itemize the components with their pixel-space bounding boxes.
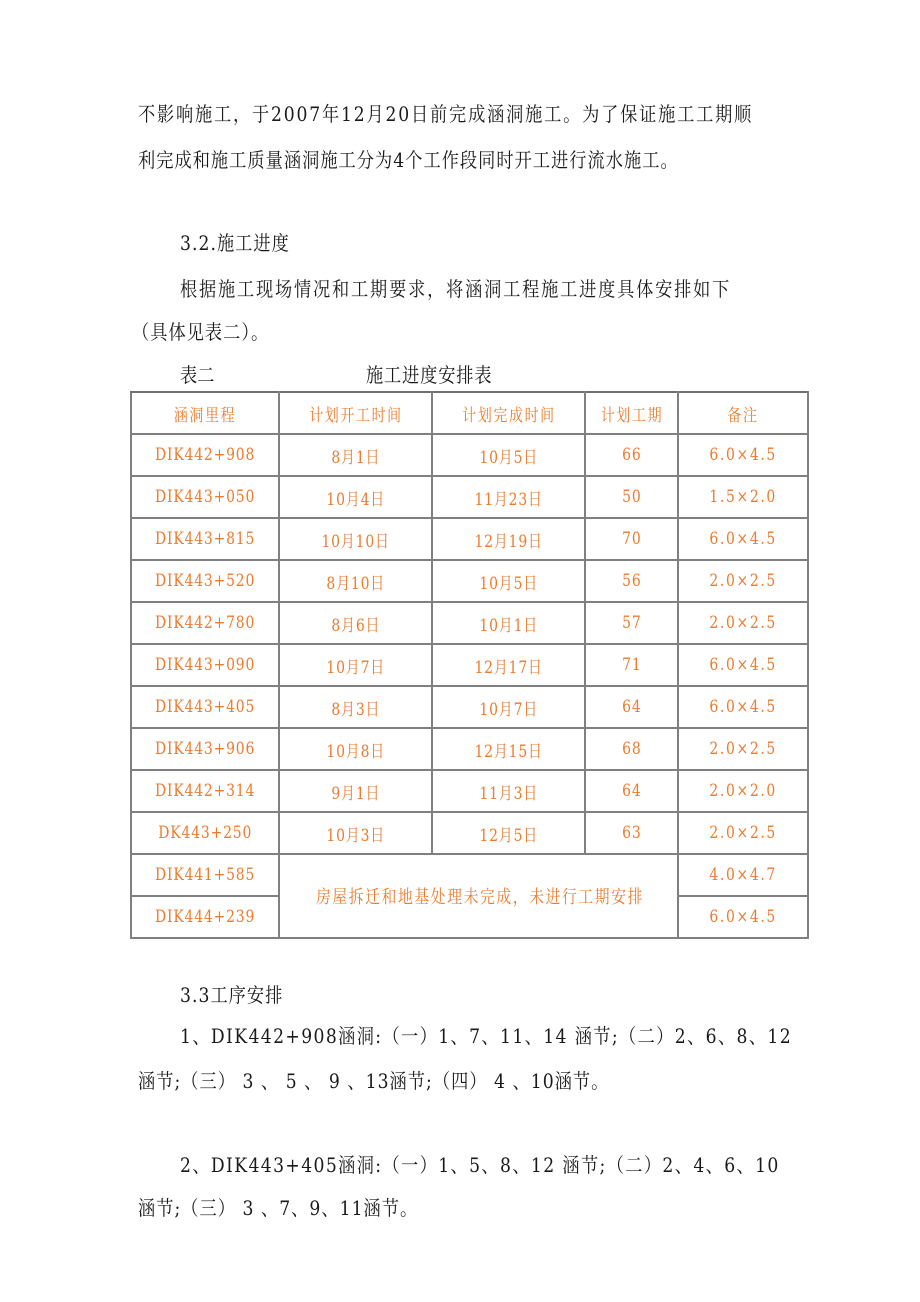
cell-mileage: DIK442+314 [131, 770, 279, 812]
table-row [131, 518, 808, 560]
intro-paragraph-line-2: 利完成和施工质量涵洞施工分为4个工作段同时开工进行流水施工。 [138, 148, 679, 172]
cell-finish: 10月5日 [432, 560, 585, 602]
cell-duration: 68 [585, 728, 678, 770]
intro-paragraph-line-1: 不影响施工，于2007年12月20日前完成涵洞施工。为了保证施工工期顺 [138, 102, 754, 126]
table-row [131, 812, 808, 854]
cell-start: 9月1日 [279, 770, 432, 812]
table-row [131, 770, 808, 812]
cell-remark: 6.0×4.5 [678, 686, 808, 728]
cell-finish: 12月19日 [432, 518, 585, 560]
table-row [131, 602, 808, 644]
cell-mileage: DIK441+585 [131, 854, 279, 896]
cell-duration: 70 [585, 518, 678, 560]
cell-remark: 6.0×4.5 [678, 896, 808, 938]
section-3-3-heading: 3.3工序安排 [180, 983, 284, 1007]
cell-duration: 64 [585, 770, 678, 812]
cell-remark: 2.0×2.5 [678, 728, 808, 770]
cell-duration: 50 [585, 476, 678, 518]
unscheduled-note-cell: 房屋拆迁和地基处理未完成，未进行工期安排 [279, 854, 678, 938]
table-row-unscheduled [131, 854, 808, 896]
cell-remark: 2.0×2.0 [678, 770, 808, 812]
cell-mileage: DIK443+090 [131, 644, 279, 686]
section-3-3-item-2-line-1: 2、DIK443+405涵洞:（一）1、5、8、12 涵节;（二）2、4、6、10 [180, 1153, 780, 1177]
cell-start: 10月7日 [279, 644, 432, 686]
cell-duration: 64 [585, 686, 678, 728]
cell-duration: 63 [585, 812, 678, 854]
cell-finish: 10月1日 [432, 602, 585, 644]
cell-mileage: DIK443+520 [131, 560, 279, 602]
table-row [131, 434, 808, 476]
section-3-3-item-2-line-2: 涵节;（三） 3 、7、9、11涵节。 [138, 1196, 419, 1220]
cell-start: 10月10日 [279, 518, 432, 560]
cell-finish: 12月15日 [432, 728, 585, 770]
cell-mileage: DIK443+405 [131, 686, 279, 728]
cell-duration: 56 [585, 560, 678, 602]
cell-duration: 66 [585, 434, 678, 476]
cell-finish: 10月7日 [432, 686, 585, 728]
header-cell-mileage: 涵洞里程 [131, 392, 279, 434]
header-cell-start: 计划开工时间 [279, 392, 432, 434]
cell-duration: 57 [585, 602, 678, 644]
cell-remark: 2.0×2.5 [678, 560, 808, 602]
section-3-3-item-1-line-2: 涵节;（三） 3 、 5 、 9 、13涵节;（四） 4 、10涵节。 [138, 1069, 610, 1093]
cell-remark: 2.0×2.5 [678, 812, 808, 854]
table-row [131, 728, 808, 770]
header-cell-finish: 计划完成时间 [432, 392, 585, 434]
cell-start: 8月6日 [279, 602, 432, 644]
section-3-2-heading: 3.2.施工进度 [180, 231, 290, 255]
schedule-table [130, 391, 809, 939]
header-cell-remark: 备注 [678, 392, 808, 434]
section-3-2-body-line-2: （具体见表二）。 [132, 320, 270, 344]
cell-start: 10月3日 [279, 812, 432, 854]
cell-start: 8月1日 [279, 434, 432, 476]
table-label: 表二 [180, 363, 215, 387]
cell-remark: 6.0×4.5 [678, 644, 808, 686]
cell-remark: 1.5×2.0 [678, 476, 808, 518]
table-row [131, 644, 808, 686]
cell-duration: 71 [585, 644, 678, 686]
section-3-3-item-1-line-1: 1、DIK442+908涵洞:（一）1、7、11、14 涵节;（二）2、6、8、12 [180, 1024, 793, 1048]
cell-start: 10月8日 [279, 728, 432, 770]
cell-mileage: DIK443+050 [131, 476, 279, 518]
cell-finish: 12月17日 [432, 644, 585, 686]
table-row [131, 476, 808, 518]
table-header-row [131, 392, 808, 434]
cell-remark: 4.0×4.7 [678, 854, 808, 896]
cell-mileage: DK443+250 [131, 812, 279, 854]
cell-remark: 2.0×2.5 [678, 602, 808, 644]
cell-start: 8月3日 [279, 686, 432, 728]
table-row [131, 686, 808, 728]
cell-finish: 11月23日 [432, 476, 585, 518]
cell-finish: 10月5日 [432, 434, 585, 476]
cell-mileage: DIK443+815 [131, 518, 279, 560]
section-3-2-body-line-1: 根据施工现场情况和工期要求，将涵洞工程施工进度具体安排如下 [180, 277, 732, 301]
cell-remark: 6.0×4.5 [678, 518, 808, 560]
cell-mileage: DIK443+906 [131, 728, 279, 770]
table-title: 施工进度安排表 [366, 363, 493, 387]
cell-mileage: DIK442+908 [131, 434, 279, 476]
header-cell-duration: 计划工期 [585, 392, 678, 434]
cell-finish: 12月5日 [432, 812, 585, 854]
table-row [131, 560, 808, 602]
cell-start: 8月10日 [279, 560, 432, 602]
cell-mileage: DIK444+239 [131, 896, 279, 938]
cell-mileage: DIK442+780 [131, 602, 279, 644]
cell-start: 10月4日 [279, 476, 432, 518]
cell-finish: 11月3日 [432, 770, 585, 812]
cell-remark: 6.0×4.5 [678, 434, 808, 476]
